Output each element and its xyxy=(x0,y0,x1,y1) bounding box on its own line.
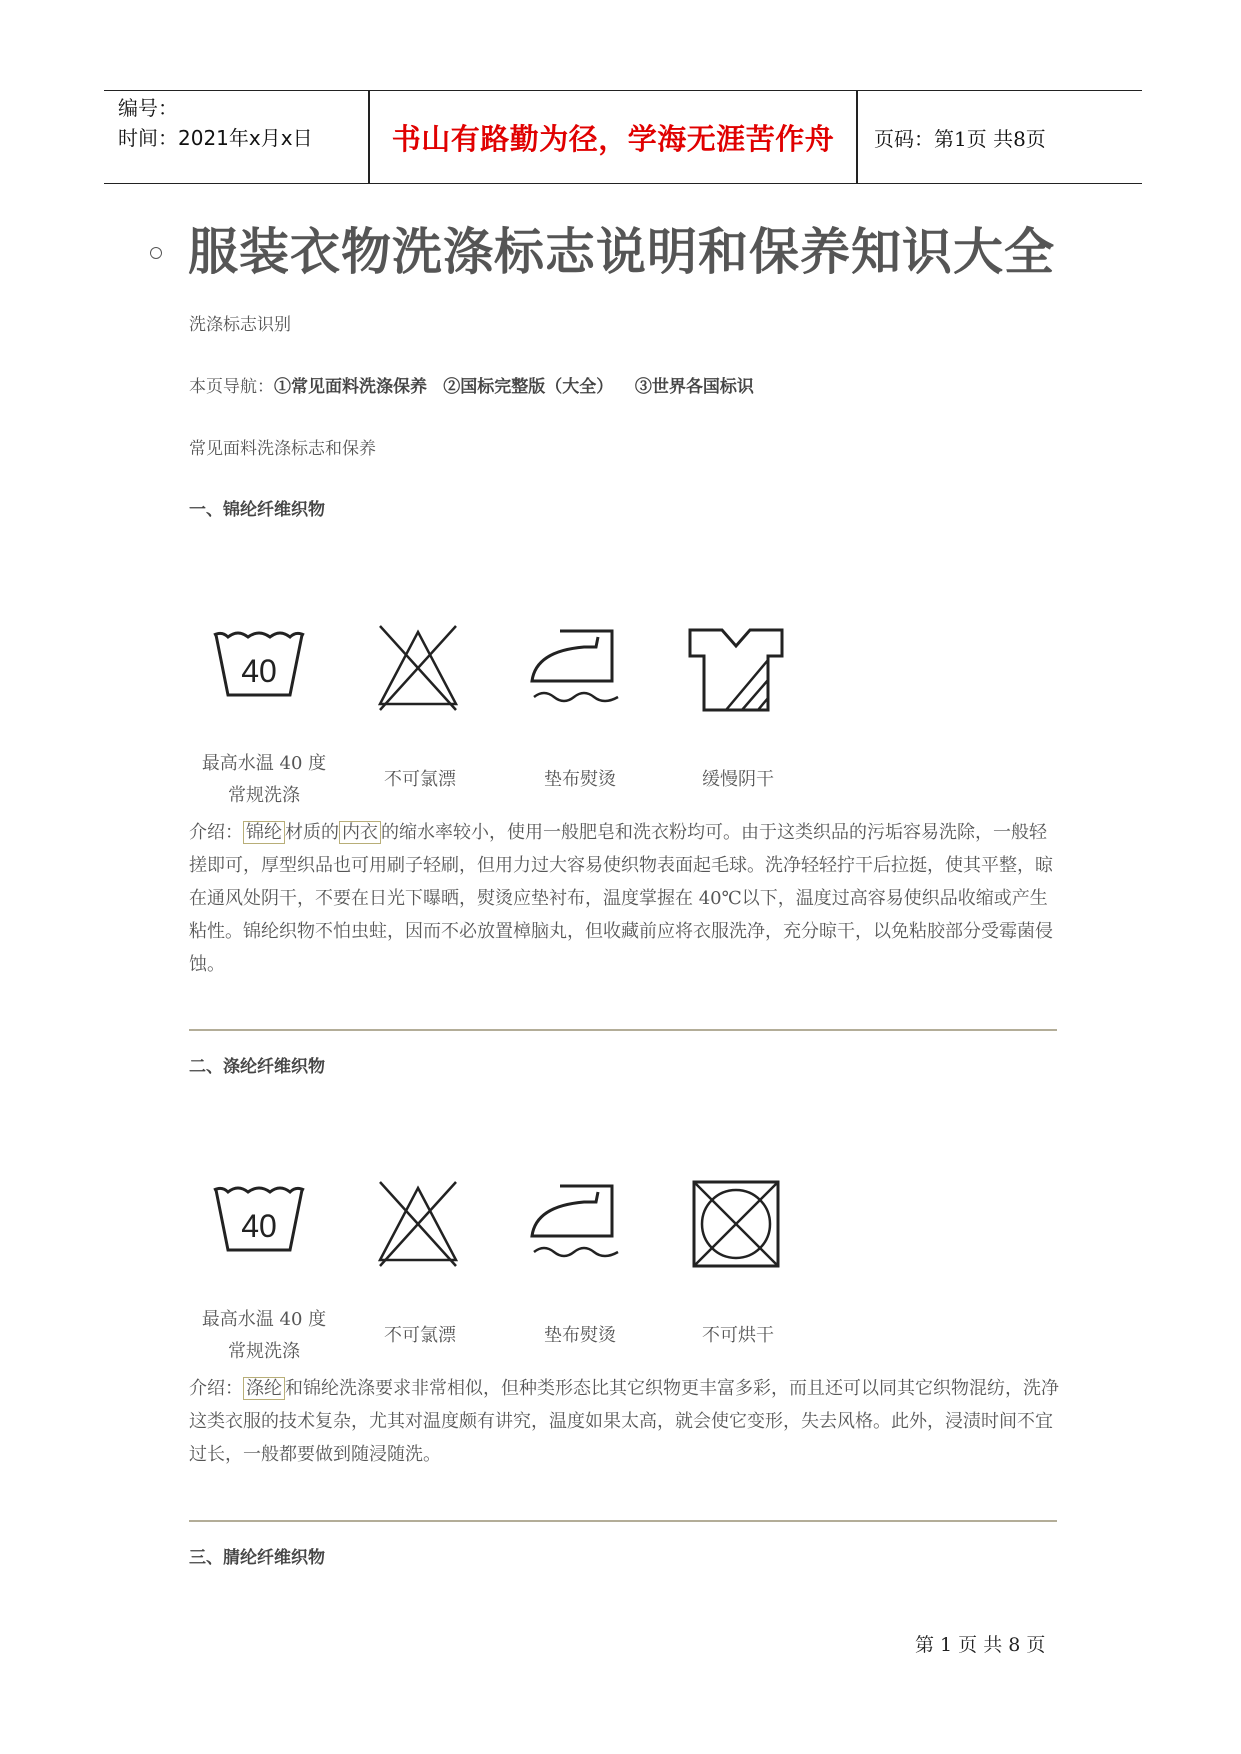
section-heading: 一、锦纶纤维织物 xyxy=(189,500,325,520)
bullet-icon xyxy=(150,247,162,259)
wash-temperature-text: 40 xyxy=(241,653,277,689)
page-navigation xyxy=(189,372,754,397)
icon-caption: 缓慢阴干 xyxy=(702,769,774,790)
term-link[interactable]: 涤纶 xyxy=(243,1377,285,1400)
nav-link-national-standard[interactable]: ②国标完整版（大全） xyxy=(443,377,614,397)
wash-40-icon xyxy=(210,1180,308,1270)
nav-link-common-fabrics[interactable]: ①常见面料洗涤保养 xyxy=(274,377,427,397)
no-bleach-icon xyxy=(372,1178,464,1270)
shade-dry-icon xyxy=(686,626,786,714)
section-description: 介绍： 涤纶 和锦纶洗涤要求非常相似，但种类形态比其它织物更丰富多彩，而且还可以同其它织物混纺，洗净这类衣服的技术复杂，尤其对温度颇有讲究，温度如果太高，就会使它变形，失去风格。此外，浸渍时间不宜过长，一般都要做到随浸随洗。 xyxy=(189,1378,1059,1465)
header-table xyxy=(104,90,1142,184)
icon-caption: 垫布熨烫 xyxy=(544,1325,616,1346)
subtitle: 洗涤标志识别 xyxy=(189,315,291,335)
section-intro: 常见面料洗涤标志和保养 xyxy=(189,439,376,459)
header-page-label: 页码：第1页 共8页 xyxy=(874,127,1046,151)
document-number-label: 编号： xyxy=(118,96,178,120)
header-divider xyxy=(856,91,858,183)
section-heading: 三、腈纶纤维织物 xyxy=(189,1548,325,1568)
no-tumble-dry-icon xyxy=(688,1176,784,1272)
icon-caption: 最高水温 40 度 常规洗涤 xyxy=(201,753,327,806)
iron-with-cloth-icon xyxy=(528,625,624,715)
icon-caption: 最高水温 40 度 常规洗涤 xyxy=(201,1309,327,1362)
section-divider xyxy=(189,1520,1057,1522)
term-link[interactable]: 内衣 xyxy=(339,821,381,844)
term-link[interactable]: 锦纶 xyxy=(243,821,285,844)
header-motto: 书山有路勤为径，学海无涯苦作舟 xyxy=(391,122,835,156)
section-divider xyxy=(189,1029,1057,1031)
header-meta xyxy=(118,93,368,153)
no-bleach-icon xyxy=(372,622,464,714)
page-title: 服装衣物洗涤标志说明和保养知识大全 xyxy=(188,223,1055,281)
section-description: 介绍： 锦纶 材质的 内衣 的缩水率较小，使用一般肥皂和洗衣粉均可。由于这类织品的污垢容易洗除，一般轻搓即可，厚型织品也可用刷子轻刷，但用力过大容易使织物表面起毛球。洗净轻轻拧干后拉挺，使其平整，晾在通风处阴干，不要在日光下曝晒，熨烫应垫衬布，温度掌握在 40℃以下，温度过高容易使织品收缩或产生粘性。锦纶织物不怕虫蛀，因而不必放置樟脑丸，但收藏前应将衣服洗净，充分晾干，以免粘胶部分受霉菌侵蚀。 xyxy=(189,822,1053,975)
icon-caption: 不可氯漂 xyxy=(384,1325,456,1346)
wash-temperature-text: 40 xyxy=(241,1208,277,1244)
icon-caption: 不可烘干 xyxy=(702,1325,774,1346)
nav-prefix: 本页导航： xyxy=(189,377,274,397)
nav-link-world-labels[interactable]: ③世界各国标识 xyxy=(634,377,754,397)
wash-40-icon xyxy=(210,625,308,715)
section-heading: 二、涤纶纤维织物 xyxy=(189,1057,325,1077)
document-time-label: 时间：2021年x月x日 xyxy=(118,126,313,150)
page-footer: 第 1 页 共 8 页 xyxy=(915,1634,1046,1656)
icon-caption: 垫布熨烫 xyxy=(544,769,616,790)
iron-with-cloth-icon xyxy=(528,1180,624,1270)
icon-caption: 不可氯漂 xyxy=(384,769,456,790)
